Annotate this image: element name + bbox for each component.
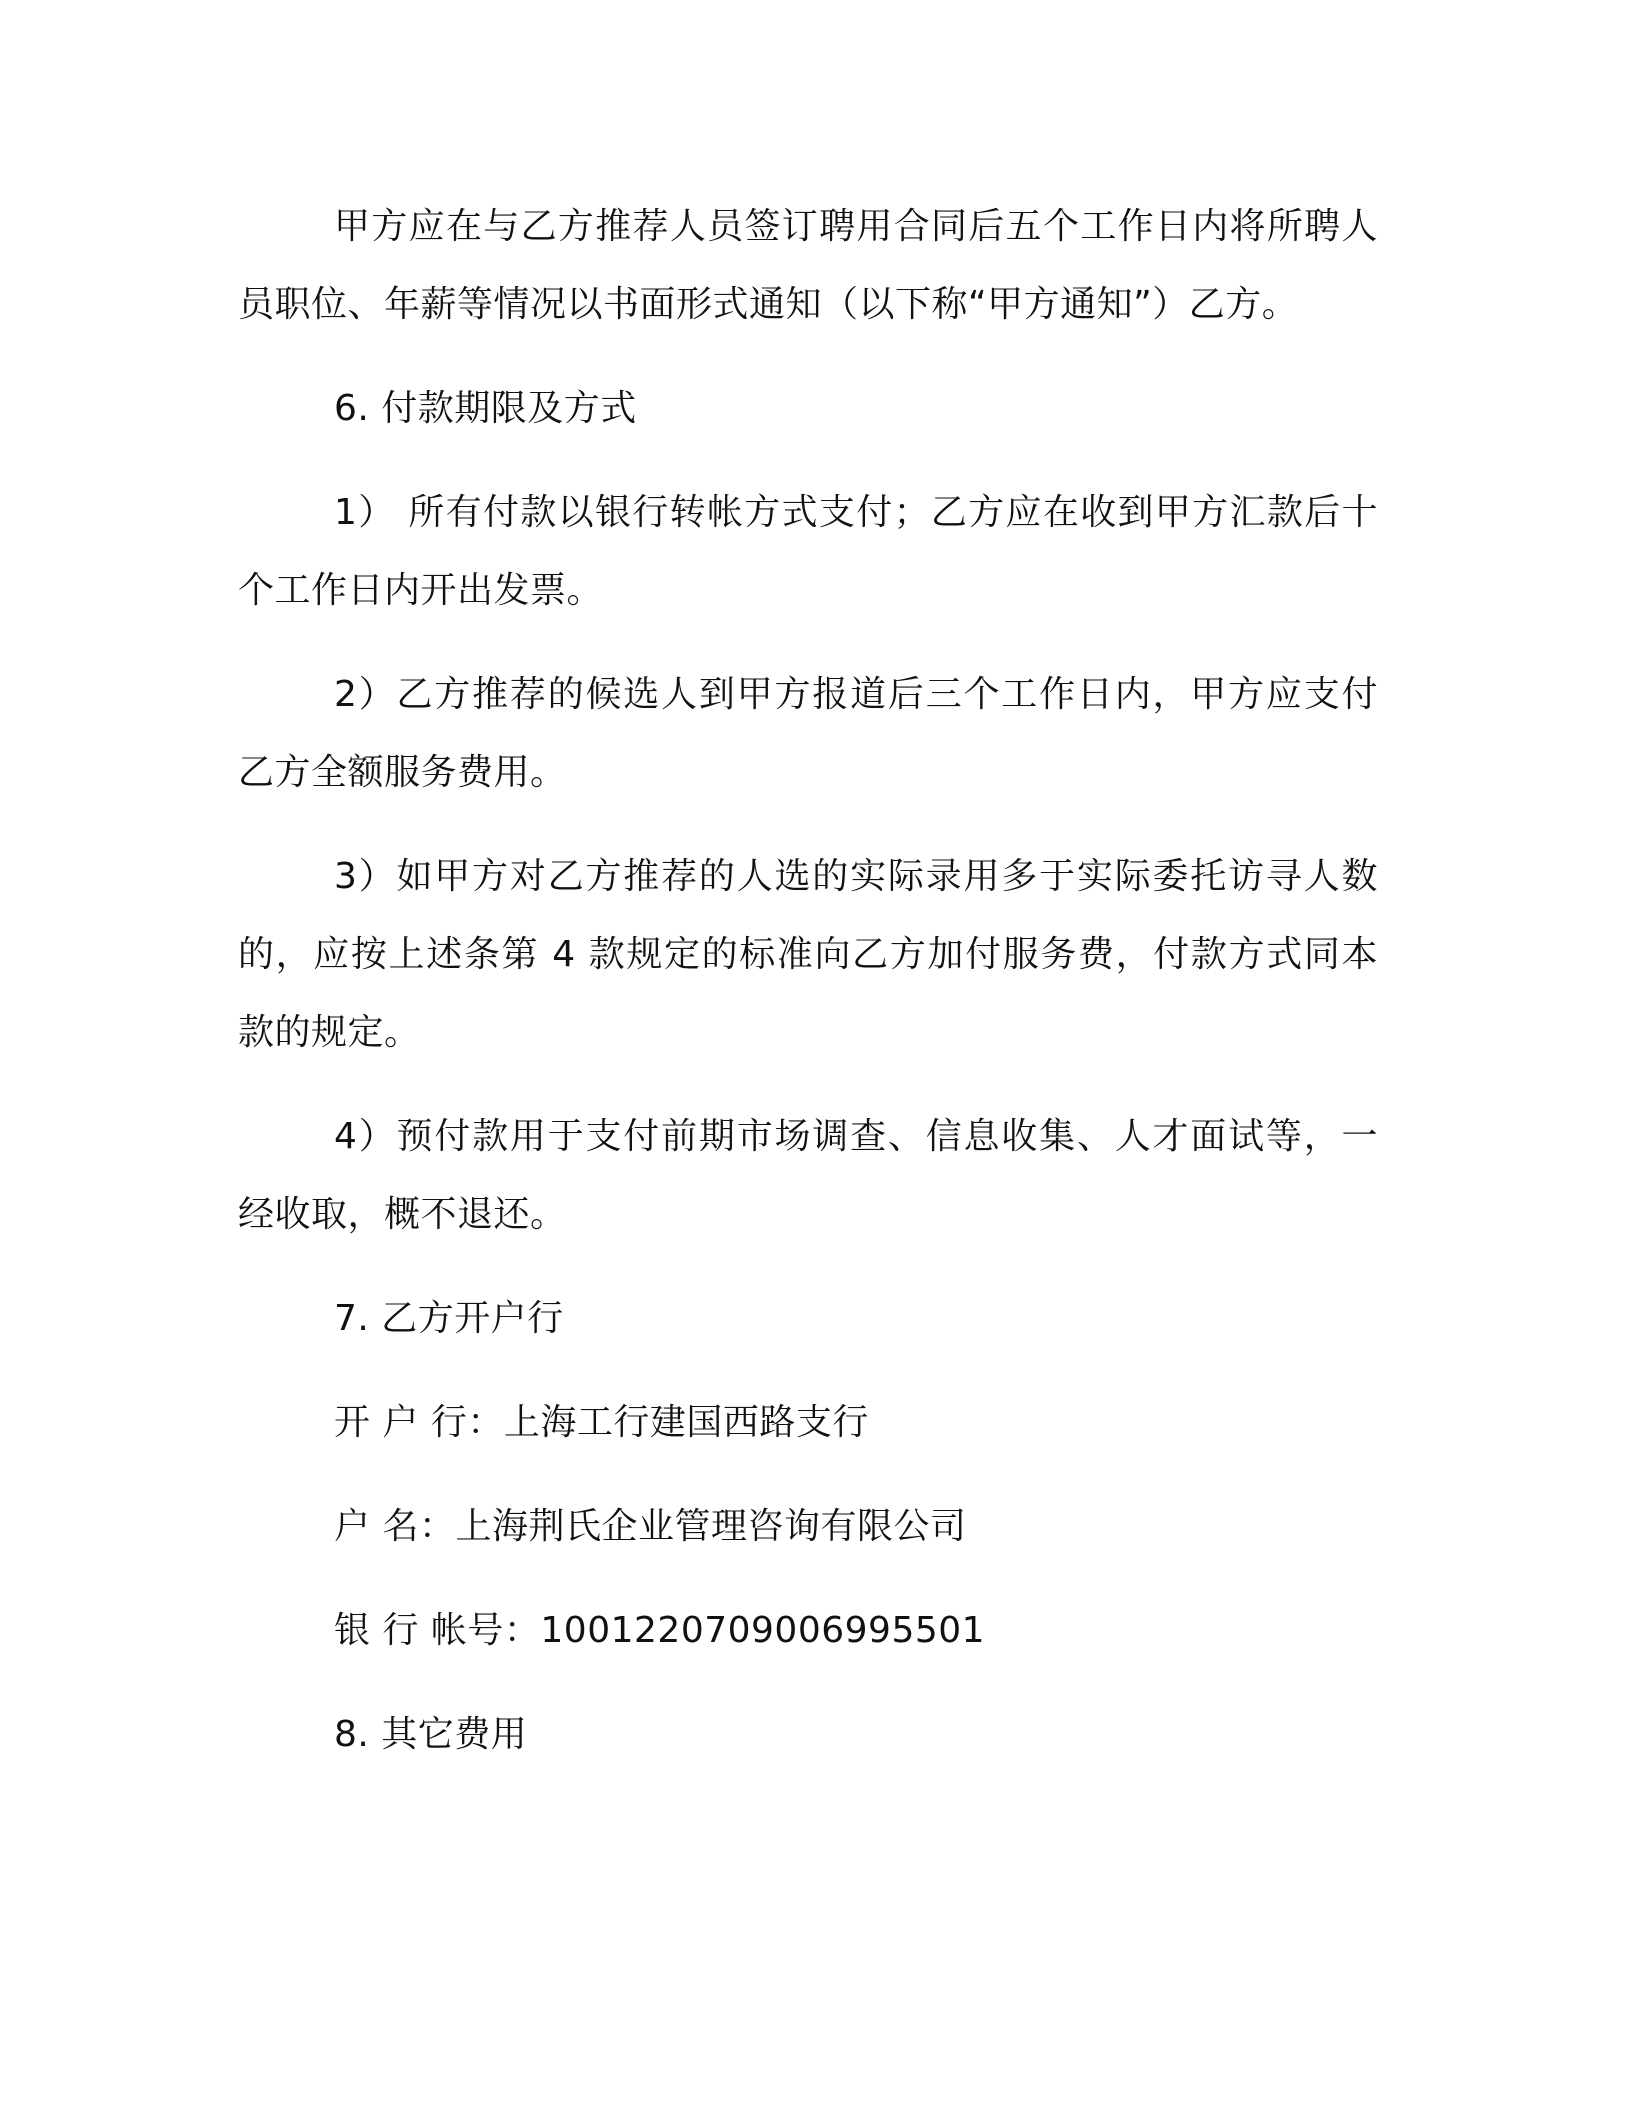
section-heading-bank-account: 7. 乙方开户行	[334, 1298, 564, 1339]
paragraph-payment-item-1: 1） 所有付款以银行转帐方式支付；乙方应在收到甲方汇款后十个工作日内开出发票。	[238, 492, 1378, 611]
section-heading-payment-terms: 6. 付款期限及方式	[334, 388, 637, 429]
document-body	[238, 188, 1378, 1800]
bank-name-line: 开 户 行：上海工行建国西路支行	[334, 1402, 869, 1443]
paragraph-notification: 甲方应在与乙方推荐人员签订聘用合同后五个工作日内将所聘人员职位、年薪等情况以书面形式通知（以下称“甲方通知”）乙方。	[238, 206, 1378, 325]
section-heading-other-fees: 8. 其它费用	[334, 1714, 528, 1755]
paragraph-payment-item-2: 2）乙方推荐的候选人到甲方报道后三个工作日内，甲方应支付乙方全额服务费用。	[238, 674, 1378, 793]
paragraph-payment-item-4: 4）预付款用于支付前期市场调查、信息收集、人才面试等，一经收取，概不退还。	[238, 1116, 1378, 1235]
account-number-line: 银 行 帐号：1001220709006995501	[334, 1610, 986, 1651]
paragraph-payment-item-3: 3）如甲方对乙方推荐的人选的实际录用多于实际委托访寻人数的，应按上述条第 4 款规定的标准向乙方加付服务费，付款方式同本款的规定。	[238, 856, 1378, 1053]
account-holder-line: 户 名：上海荆氏企业管理咨询有限公司	[334, 1506, 967, 1547]
